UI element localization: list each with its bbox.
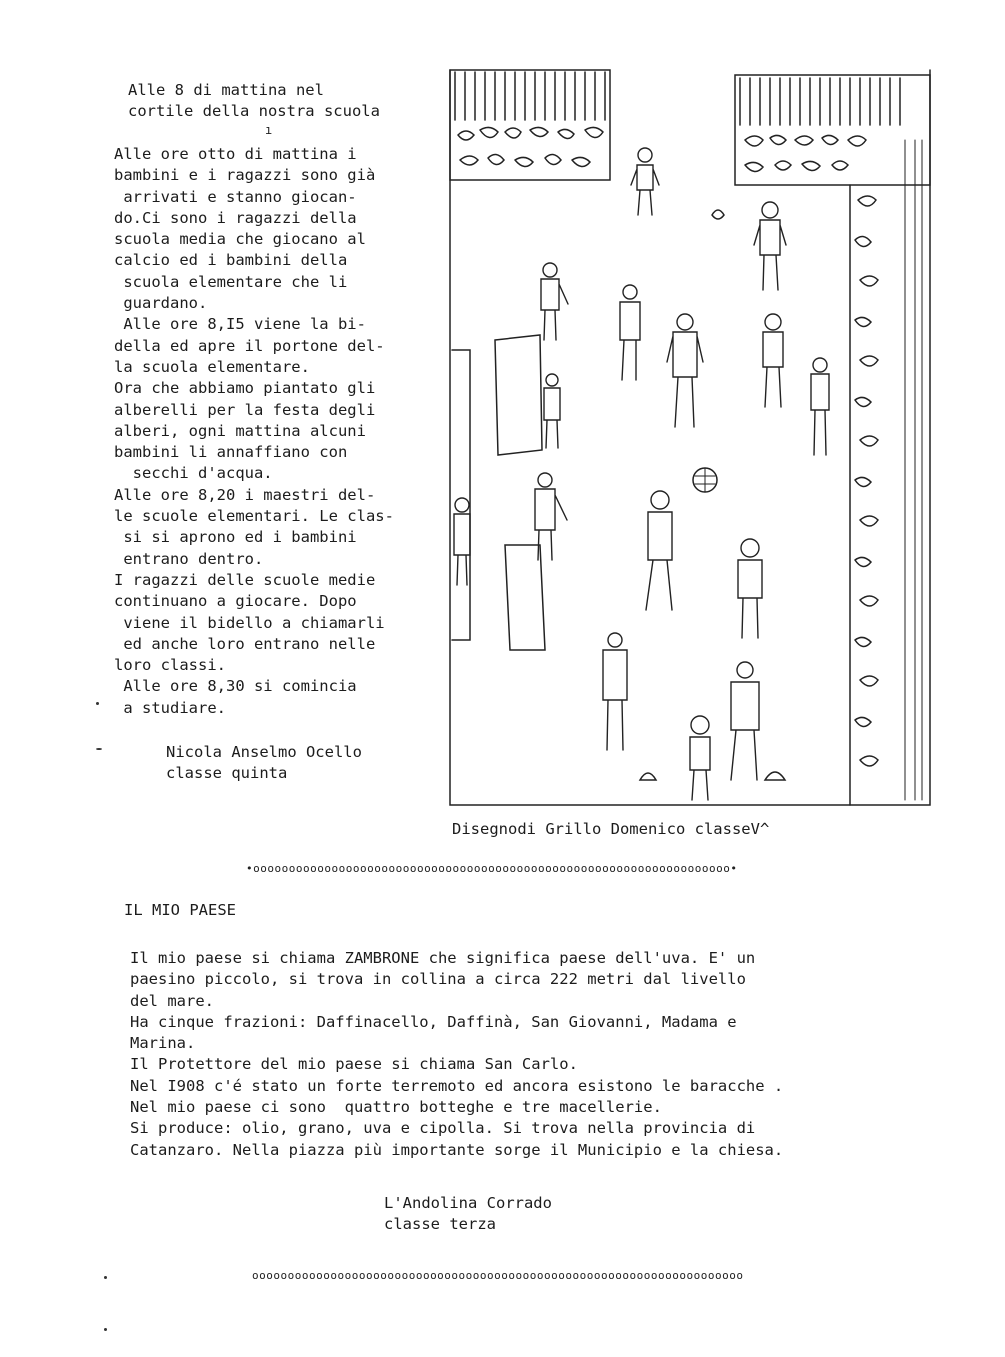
bench-lower xyxy=(505,545,545,650)
schoolyard-drawing xyxy=(440,60,932,814)
story1-signature xyxy=(166,742,362,784)
text-line: Nel mio paese ci sono quattro botteghe e tre macellerie. xyxy=(130,1098,662,1117)
text-line: loro classi. xyxy=(114,656,226,675)
ink-speck xyxy=(96,702,99,705)
child-figure xyxy=(603,633,627,750)
text-line: bambini li annaffiano con xyxy=(114,443,348,462)
text-line: calcio ed i bambini della xyxy=(114,251,348,270)
text-line: del mare. xyxy=(130,991,214,1010)
child-figure xyxy=(731,662,759,780)
text-line: ed anche loro entrano nelle xyxy=(114,634,376,653)
child-figure xyxy=(690,716,710,800)
separator-dots: ooooooooooooooooooooooooooooooooooooooooooooooooooooooooooooooooooooo xyxy=(252,1269,744,1282)
text-line: arrivati e stanno giocan- xyxy=(114,187,357,206)
signature-name: L'Andolina Corrado xyxy=(384,1194,552,1212)
text-line: viene il bidello a chiamarli xyxy=(114,613,385,632)
child-figure xyxy=(620,285,640,380)
ink-speck xyxy=(104,1276,107,1279)
right-fence xyxy=(735,75,930,185)
text-line: alberi, ogni mattina alcuni xyxy=(114,421,366,440)
text-line: scuola elementare che li xyxy=(114,272,348,291)
text-line: Alle ore otto di mattina i xyxy=(114,145,357,163)
child-figure xyxy=(541,263,568,340)
stone xyxy=(765,772,785,780)
left-fence xyxy=(450,70,610,180)
child-figure xyxy=(811,358,829,455)
text-line: entrano dentro. xyxy=(114,549,264,568)
story1-title-line: cortile della nostra scuola xyxy=(128,102,380,120)
text-line: continuano a giocare. Dopo xyxy=(114,592,357,611)
ink-mark: ı xyxy=(265,123,273,137)
story2-title: IL MIO PAESE xyxy=(124,901,236,919)
separator-dots: •ooooooooooooooooooooooooooooooooooooooooooooooooooooooooooooooooooo• xyxy=(246,862,738,875)
right-stone-wall xyxy=(850,140,922,805)
signature-class: classe quinta xyxy=(166,764,288,782)
child-figure xyxy=(754,202,786,290)
child-figure xyxy=(667,314,703,427)
child-figure xyxy=(763,314,783,407)
child-figure xyxy=(544,374,560,448)
ink-speck xyxy=(104,1328,107,1331)
story1-body xyxy=(114,144,444,719)
text-line: la scuola elementare. xyxy=(114,357,310,376)
text-line: do.Ci sono i ragazzi della xyxy=(114,208,357,227)
text-line: Ora che abbiamo piantato gli xyxy=(114,379,376,398)
child-figure xyxy=(631,148,659,215)
text-line: scuola media che giocano al xyxy=(114,230,366,249)
text-line: Nel I908 c'é stato un forte terremoto ed ancora esistono le baracche . xyxy=(130,1076,784,1095)
text-line: Alle ore 8,20 i maestri del- xyxy=(114,485,376,504)
child-figure xyxy=(646,491,672,610)
story1-title xyxy=(128,80,448,122)
text-line: guardano. xyxy=(114,294,208,313)
child-figure xyxy=(454,498,470,585)
text-line: si si aprono ed i bambini xyxy=(114,528,357,547)
door-left xyxy=(452,350,470,640)
story2-body xyxy=(130,948,930,1161)
child-figure xyxy=(738,539,762,638)
stone xyxy=(640,773,656,780)
bench-upper xyxy=(495,335,542,455)
text-line: Alle ore 8,I5 viene la bi- xyxy=(114,315,366,334)
text-line: alberelli per la festa degli xyxy=(114,400,376,419)
text-line: Marina. xyxy=(130,1034,196,1053)
children-figures xyxy=(454,148,829,800)
text-line: Il mio paese si chiama ZAMBRONE che significa paese dell'uva. E' un xyxy=(130,949,756,967)
text-line: della ed apre il portone del- xyxy=(114,336,385,355)
story2-signature xyxy=(384,1193,552,1235)
text-line: bambini e i ragazzi sono già xyxy=(114,166,376,185)
text-line: secchi d'acqua. xyxy=(114,464,273,483)
story1-title-line: Alle 8 di mattina nel xyxy=(128,81,324,99)
text-line: Alle ore 8,30 si comincia xyxy=(114,677,357,696)
text-line: Il Protettore del mio paese si chiama San Carlo. xyxy=(130,1055,578,1074)
text-line: Ha cinque frazioni: Daffinacello, Daffinà, San Giovanni, Madama e xyxy=(130,1012,737,1031)
text-line: le scuole elementari. Le clas- xyxy=(114,507,394,526)
drawing-caption: Disegnodi Grillo Domenico classeV^ xyxy=(452,820,770,838)
text-line: Si produce: olio, grano, uva e cipolla. Si trova nella provincia di xyxy=(130,1119,756,1138)
text-line: paesino piccolo, si trova in collina a circa 222 metri dal livello xyxy=(130,970,746,989)
text-line: I ragazzi delle scuole medie xyxy=(114,570,376,589)
signature-name: Nicola Anselmo Ocello xyxy=(166,743,362,761)
stone xyxy=(712,210,724,219)
ink-speck xyxy=(96,748,102,750)
signature-class: classe terza xyxy=(384,1215,496,1233)
text-line: Catanzaro. Nella piazza più importante sorge il Municipio e la chiesa. xyxy=(130,1140,784,1159)
text-line: a studiare. xyxy=(114,698,226,717)
